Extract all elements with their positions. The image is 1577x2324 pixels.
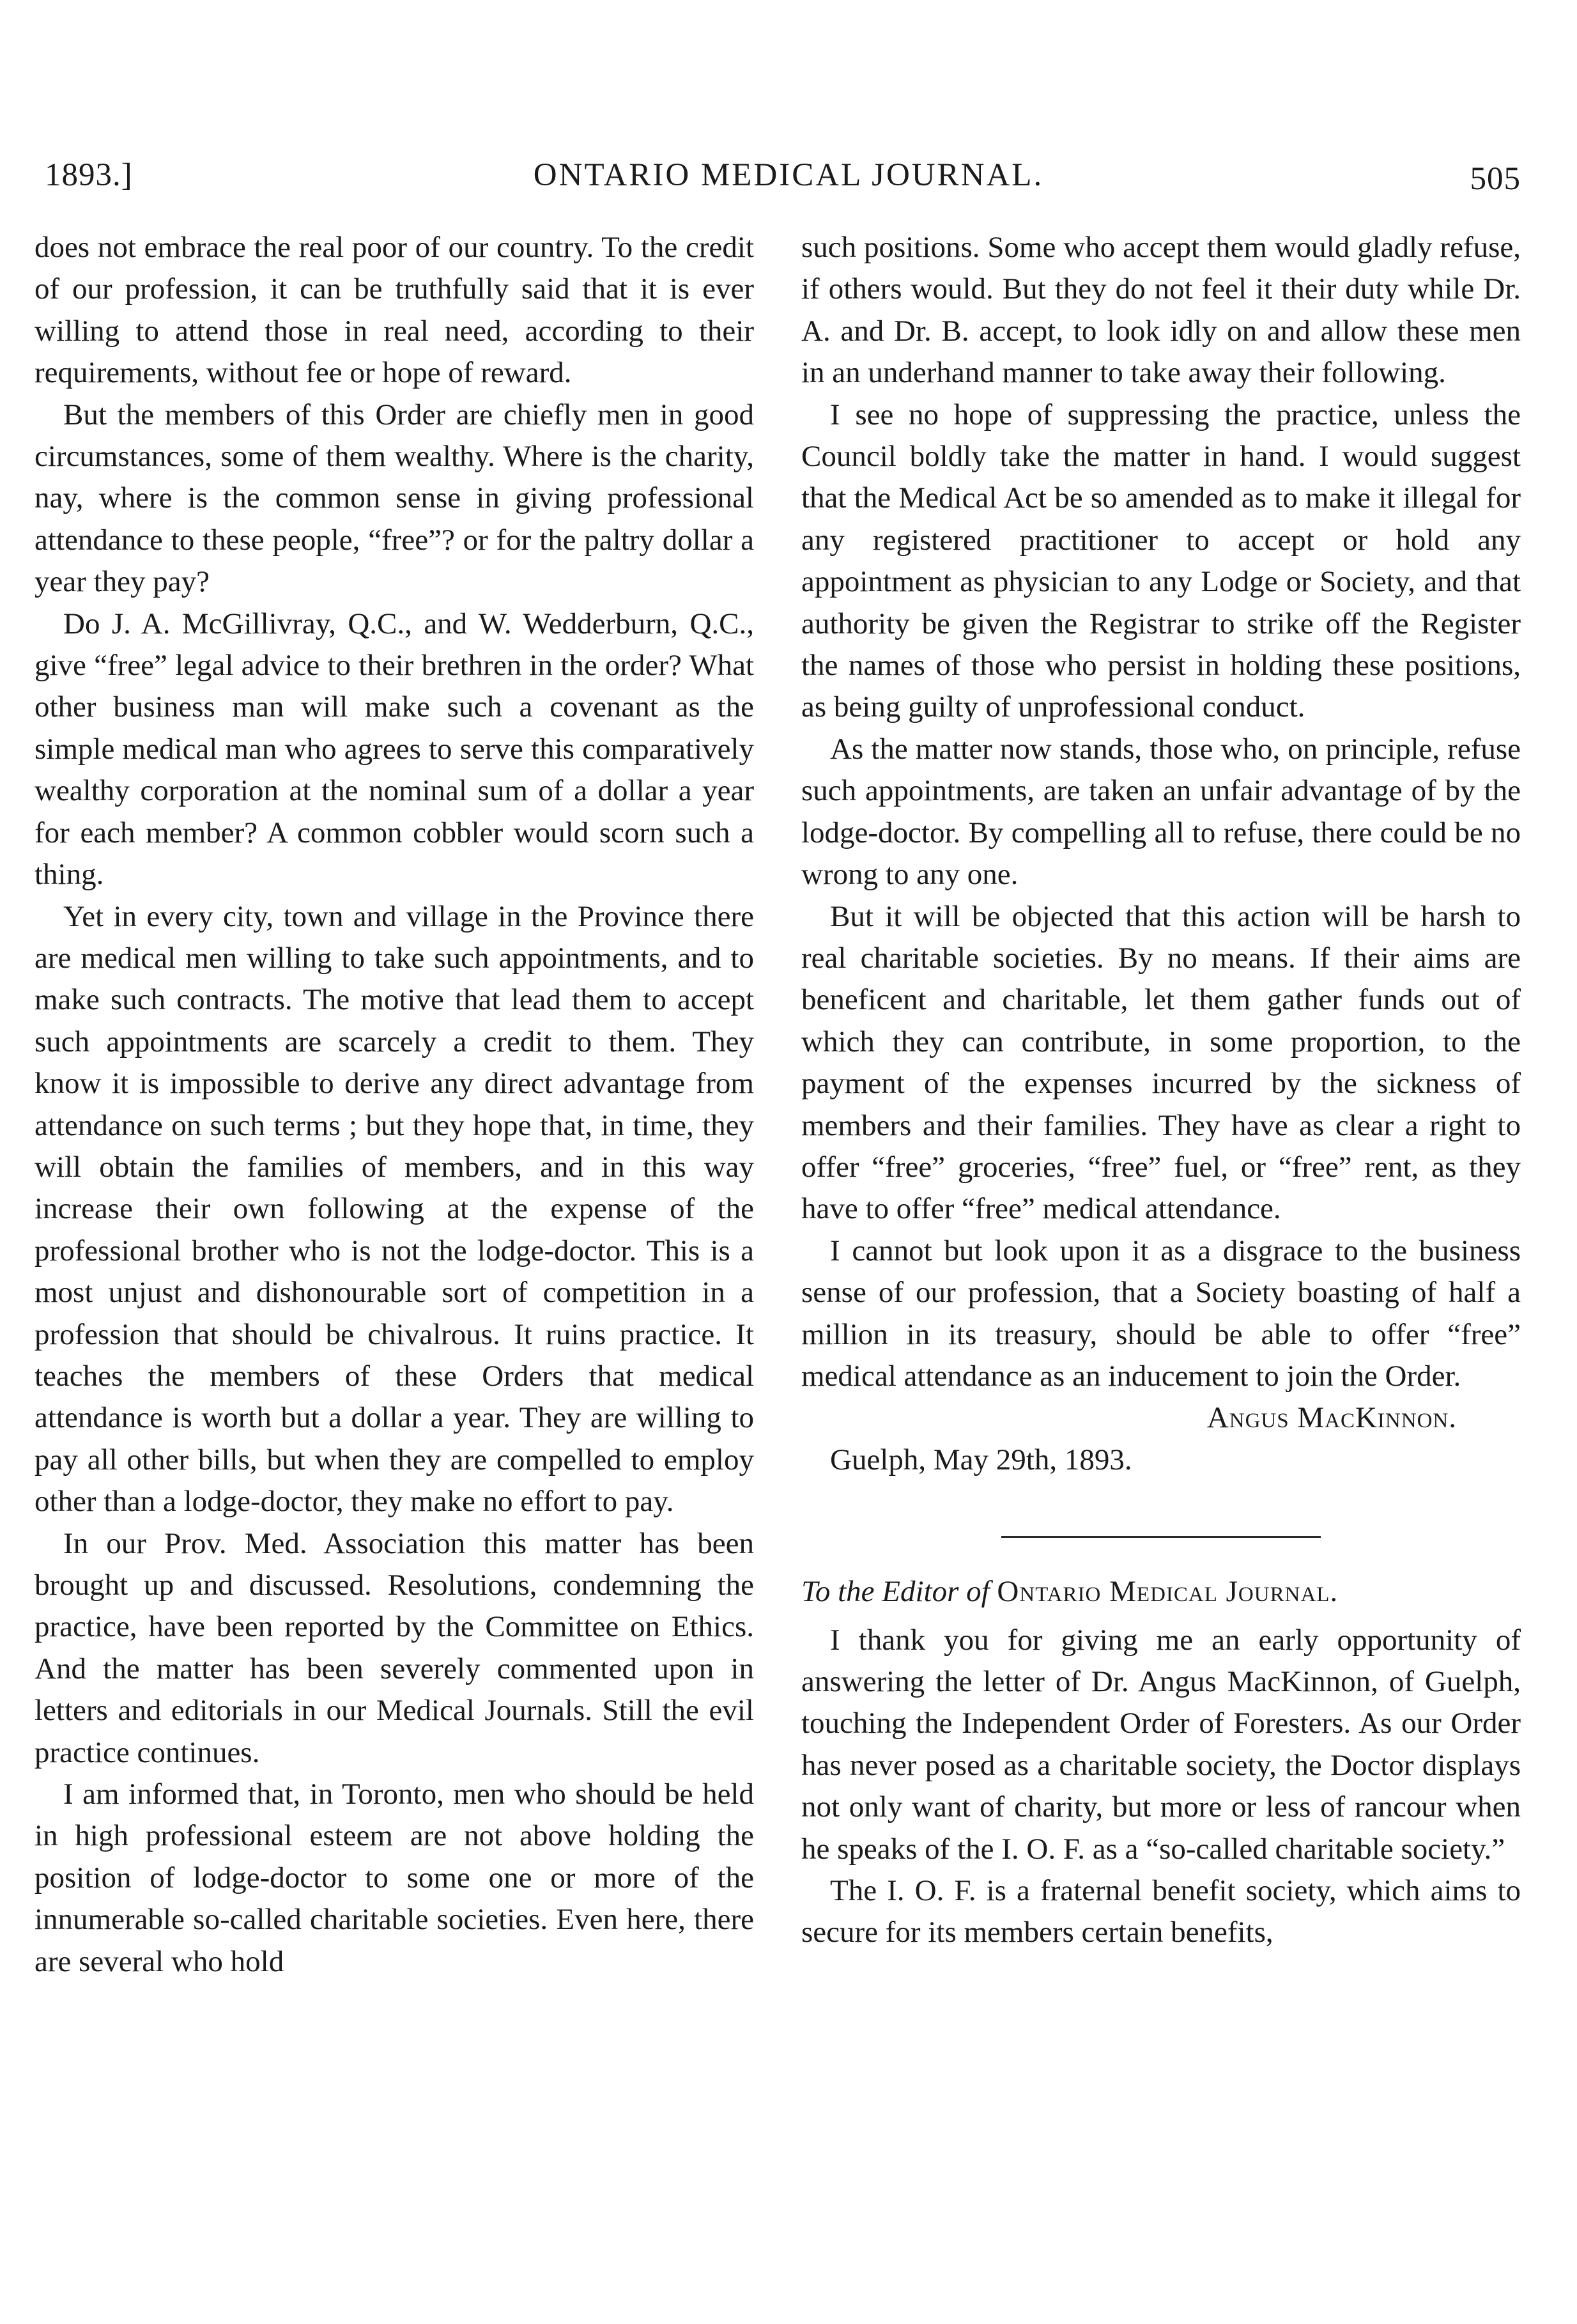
letter-place-date: Guelph, May 29th, 1893. [830,1443,1132,1476]
paragraph: I am informed that, in Toronto, men who should be held in high professional esteem are not above holding the position of lodge-doctor to some one or more of the innumerable so-called charitable societies. Even here, there are several who hold [35,1778,754,1978]
paragraph: I cannot but look upon it as a disgrace to the business sense of our profession, that a Society boasting of half a million in its treasury, should be able to offer “free” medical attendance as an inducement to join the Order. [801,1234,1521,1393]
paragraph: such positions. Some who accept them would gladly refuse, if others would. But they do not feel it their duty while Dr. A. and Dr. B. accept, to look idly on and allow these men in an underhand manner to take away their following. [801,231,1521,390]
section-divider [1001,1536,1321,1538]
to-editor-journal: Ontario Medical Journal. [997,1575,1339,1609]
to-editor-italic: To the Editor of [801,1575,990,1609]
paragraph: In our Prov. Med. Association this matter has been brought up and discussed. Resolutions, condemning the practice, have been reported by the Committee on Ethics. And the matter has been severely commented upon in letters and editorials in our Medical Journals. Still the evil practice continues. [35,1526,754,1769]
running-header [45,157,1532,208]
paragraph: does not embrace the real poor of our country. To the credit of our profession, it can be truthfully said that it is ever willing to attend those in real need, according to their requirements, without fee or hope of reward. [35,231,754,390]
paragraph: As the matter now stands, those who, on principle, refuse such appointments, are taken an unfair advantage of by the lodge-doctor. By compelling all to refuse, there could be no wrong to any one. [801,732,1521,892]
paragraph: But it will be objected that this action will be harsh to real charitable societies. By no means. If their aims are beneficent and charitable, let them gather funds out of which they can contribute, in some proportion, to the payment of the expenses incurred by the sickness of members and their families. They have as clear a right to offer “free” groceries, “free” fuel, or “free” rent, as they have to offer “free” medical attendance. [801,899,1521,1226]
paragraph: Do J. A. McGillivray, Q.C., and W. Wedderburn, Q.C., give “free” legal advice to their brethren in the order? What other business man will make such a covenant as the simple medical man who agrees to serve this comparatively wealthy corporation at the nominal sum of a dollar a year for each member? A common cobbler would scorn such a thing. [35,607,754,892]
paragraph: I see no hope of suppressing the practice, unless the Council boldly take the matter in hand. I would suggest that the Medical Act be so amended as to make it illegal for any registered practitioner to accept or hold any appointment as physician to any Lodge or Society, and that authority be given the Registrar to strike off the Register the names of those who persist in holding these positions, as being guilty of unprofessional conduct. [801,398,1521,724]
page-number: 505 [1470,161,1521,197]
paragraph: The I. O. F. is a fraternal benefit society, which aims to secure for its members certain benefits, [801,1874,1521,1949]
to-editor-heading [801,1571,1521,1613]
right-column [801,227,1521,1954]
letter-signature: Angus MacKinnon. [1206,1401,1457,1435]
paragraph: I thank you for giving me an early opportunity of answering the letter of Dr. Angus MacKinnon, of Guelph, touching the Independent Order of Foresters. As our Order has never posed as a charitable society, the Doctor displays not only want of charity, but more or less of rancour when he speaks of the I. O. F. as a “so-called charitable society.” [801,1623,1521,1866]
paragraph: But the members of this Order are chiefly men in good circumstances, some of them wealthy. Where is the charity, nay, where is the common sense in giving professional attendance to these people, “free”? or for the paltry dollar a year they pay? [35,398,754,599]
journal-title: ONTARIO MEDICAL JOURNAL. [533,157,1044,193]
paragraph: Yet in every city, town and village in the Province there are medical men willing to take such appointments, and to make such contracts. The motive that lead them to accept such appointments are scarcely a credit to them. They know it is impossible to derive any direct advantage from attendance on such terms ; but they hope that, in time, they will obtain the families of members, and in this way increase their own following at the expense of the professional brother who is not the lodge-doctor. This is a most unjust and dishonourable sort of competition in a profession that should be chivalrous. It ruins practice. It teaches the members of these Orders that medical attendance is worth but a dollar a year. They are willing to pay all other bills, but when they are compelled to employ other than a lodge-doctor, they make no effort to pay. [35,899,754,1519]
left-column [35,227,754,1983]
header-year: 1893.] [45,157,133,193]
